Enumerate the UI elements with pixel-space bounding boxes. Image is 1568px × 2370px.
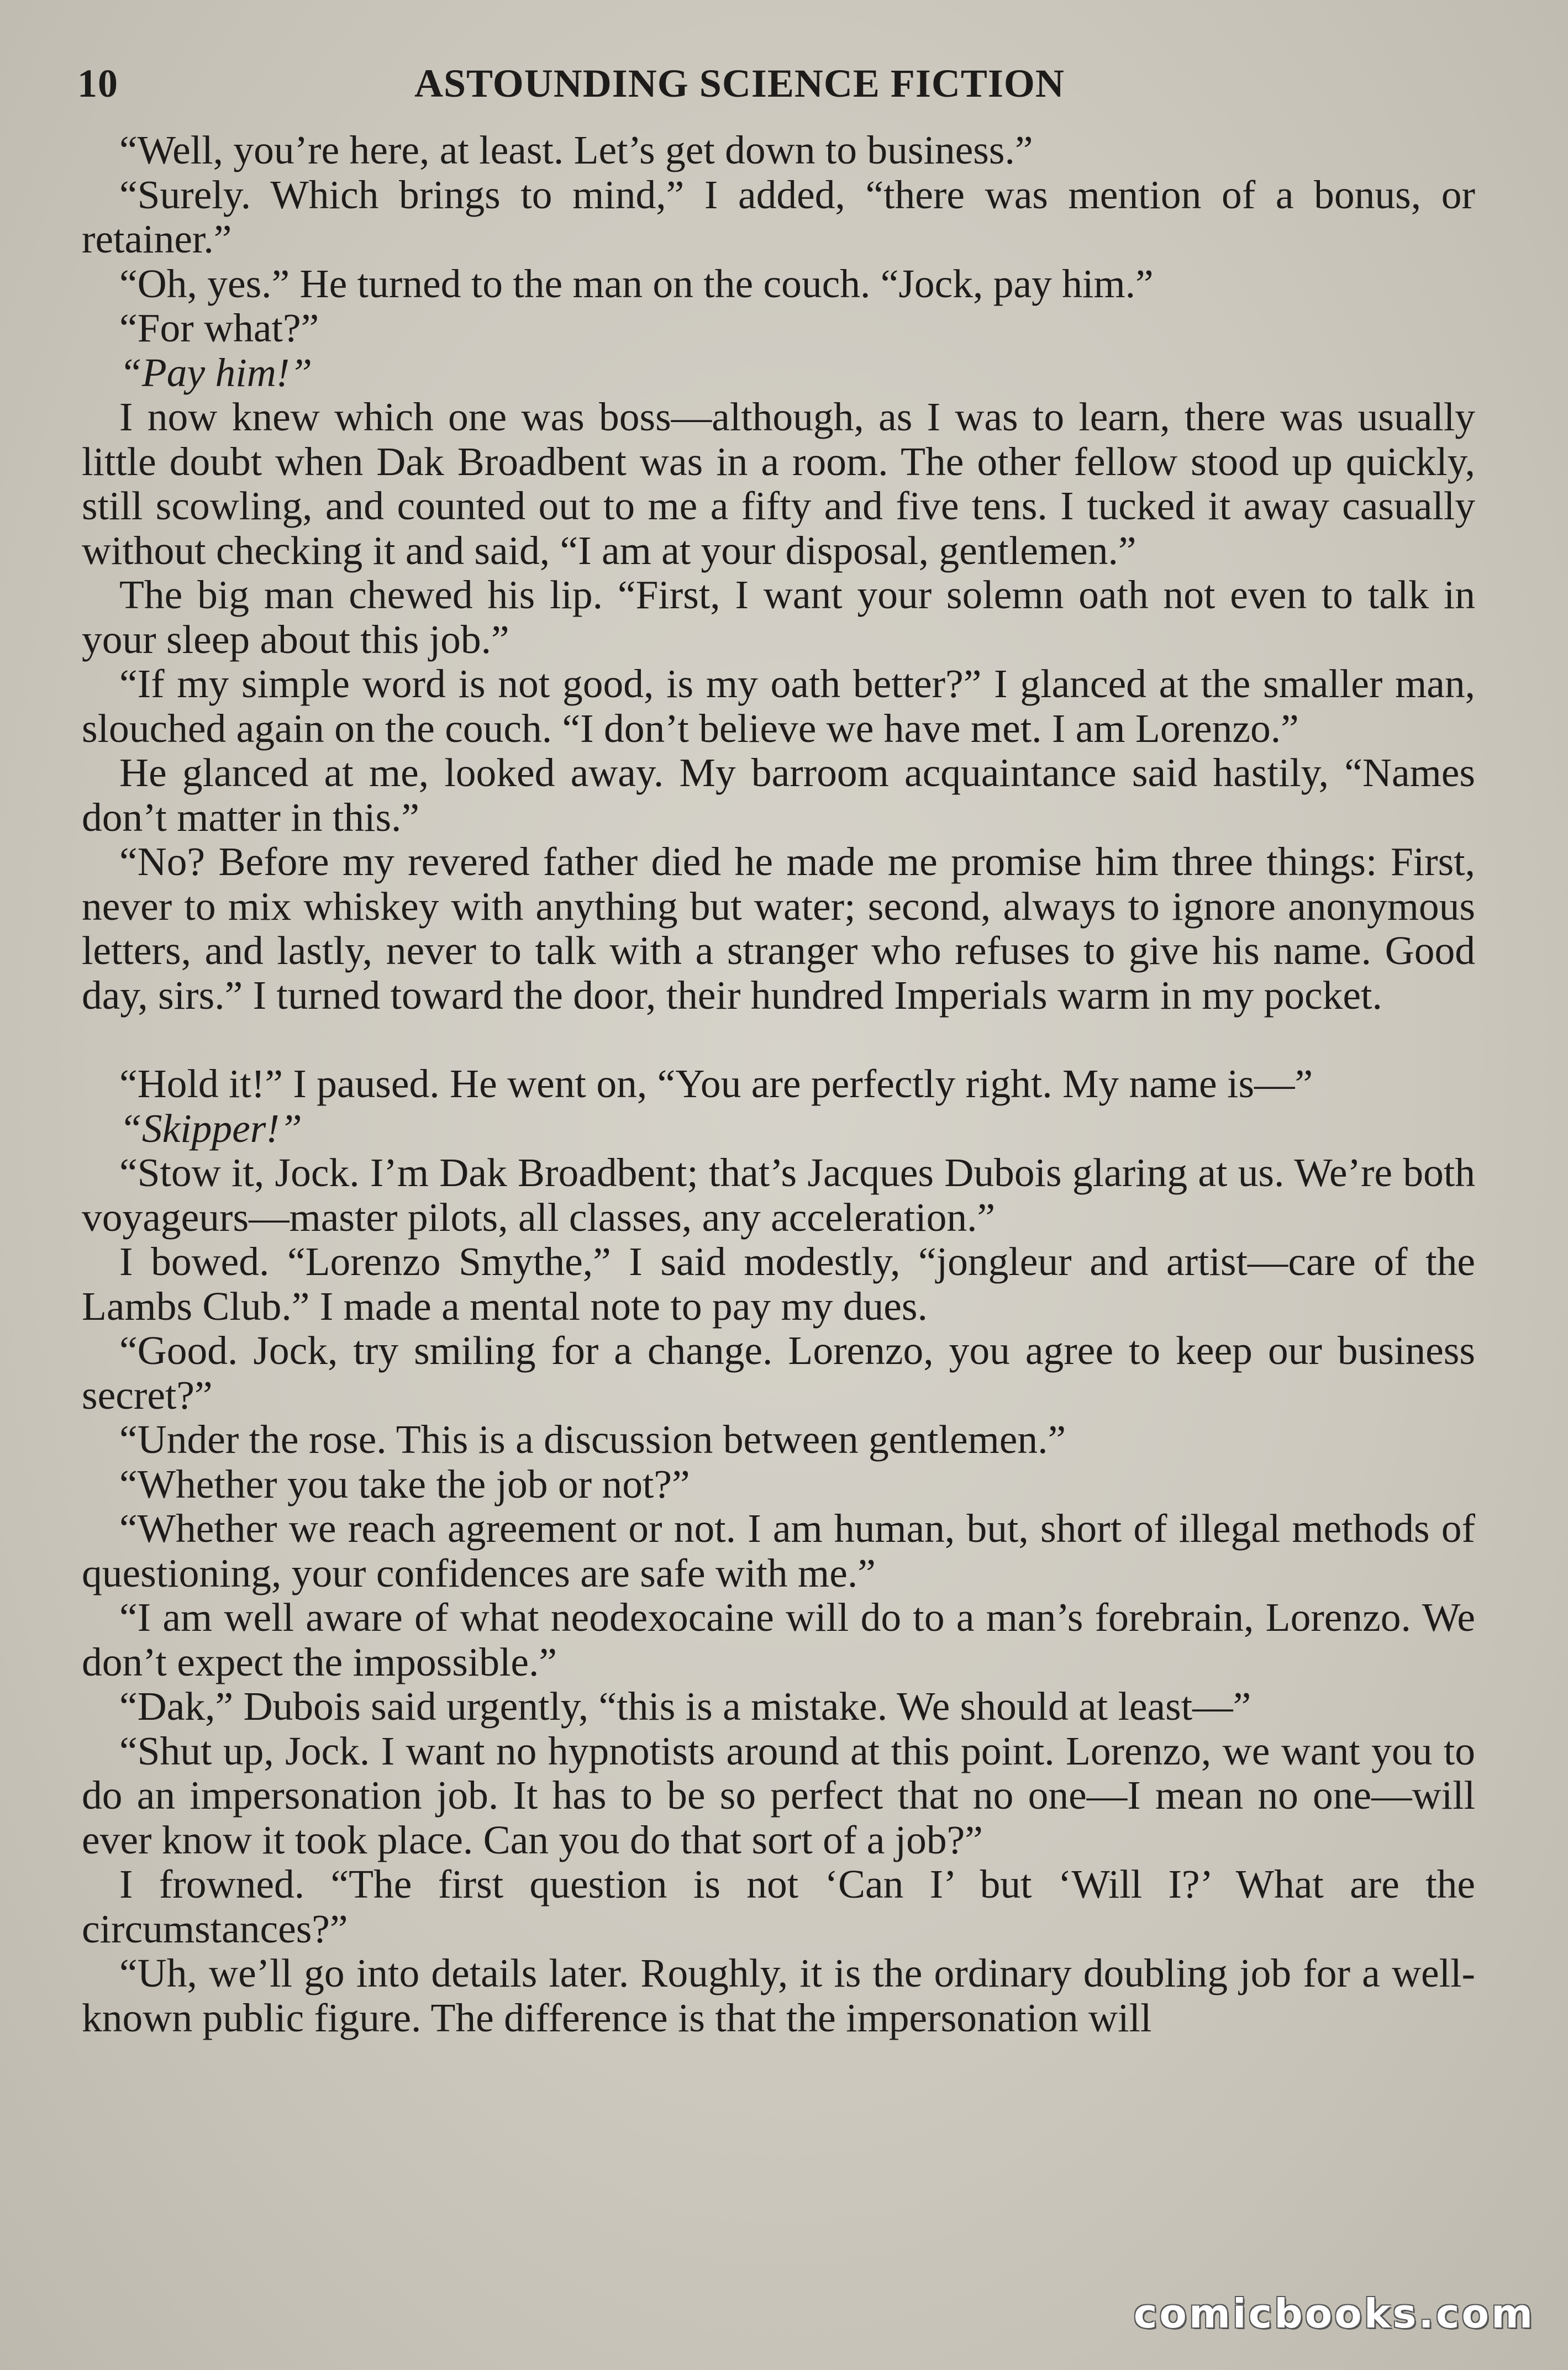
paragraph: I now knew which one was boss—although, as I was to learn, there was usually little doubt when Dak Broadbent was in a room. The other fellow stood up quickly, still scowling, and counted out to me a fifty and five tens. I tucked it away casually without checking it and said, “I am at your disposal, gentlemen.” bbox=[82, 394, 1475, 573]
paragraph: “Well, you’re here, at least. Let’s get down to business.” bbox=[119, 128, 1033, 172]
paragraph: “Under the rose. This is a discussion between gentlemen.” bbox=[119, 1417, 1066, 1462]
paragraph: “No? Before my revered father died he made me promise him three things: First, never to mix whiskey with anything but water; second, always to ignore anonymous letters, and lastly, never to talk with a stranger who refuses to give his name. Good day, sirs.” I turned toward the door, their hundred Imperials warm in my pocket. bbox=[82, 839, 1475, 1018]
paragraph: “Stow it, Jock. I’m Dak Broadbent; that’s Jacques Dubois glaring at us. We’re both voyageurs—master pilots, all classes, any acceleration.” bbox=[82, 1150, 1475, 1240]
paragraph: “Hold it!” I paused. He went on, “You are perfectly right. My name is—” bbox=[119, 1061, 1313, 1106]
body-text bbox=[82, 128, 1475, 2040]
paragraph: “Uh, we’ll go into details later. Roughly, it is the ordinary doubling job for a well-known public figure. The difference is that the impersonation will bbox=[82, 1951, 1475, 2040]
paragraph: “Dak,” Dubois said urgently, “this is a mistake. We should at least—” bbox=[119, 1684, 1251, 1729]
paragraph: “I am well aware of what neodexocaine will do to a man’s forebrain, Lorenzo. We don’t expect the impossible.” bbox=[82, 1595, 1475, 1684]
paragraph: “Pay him!” bbox=[119, 350, 313, 395]
paragraph: “Whether we reach agreement or not. I am human, but, short of illegal methods of questioning, your confidences are safe with me.” bbox=[82, 1506, 1475, 1595]
paragraph: “Whether you take the job or not?” bbox=[119, 1461, 690, 1507]
paragraph: “Skipper!” bbox=[119, 1105, 302, 1151]
paragraph: I bowed. “Lorenzo Smythe,” I said modestly, “jongleur and artist—care of the Lambs Club.” I made a mental note to pay my dues. bbox=[82, 1239, 1475, 1329]
page-number: 10 bbox=[77, 61, 118, 106]
paragraph: The big man chewed his lip. “First, I want your solemn oath not even to talk in your sleep about this job.” bbox=[82, 572, 1475, 662]
paragraph: He glanced at me, looked away. My barroom acquaintance said hastily, “Names don’t matter in this.” bbox=[82, 750, 1475, 840]
paragraph: “Surely. Which brings to mind,” I added, “there was mention of a bonus, or retainer.” bbox=[82, 172, 1475, 261]
paragraph: I frowned. “The first question is not ‘Can I’ but ‘Will I?’ What are the circumstances?” bbox=[82, 1862, 1475, 1951]
paragraph: “For what?” bbox=[119, 306, 319, 350]
paragraph: “Good. Jock, try smiling for a change. Lorenzo, you agree to keep our business secret?” bbox=[82, 1328, 1475, 1418]
paragraph: “Oh, yes.” He turned to the man on the couch. “Jock, pay him.” bbox=[119, 261, 1154, 306]
page-header bbox=[77, 61, 1480, 116]
paragraph: “Shut up, Jock. I want no hypnotists around at this point. Lorenzo, we want you to do an impersonation job. It has to be so perfect that no one—I mean no one—will ever know it took place. Can you do that sort of a job?” bbox=[82, 1728, 1475, 1862]
running-title: ASTOUNDING SCIENCE FICTION bbox=[414, 61, 1065, 106]
watermark: comicbooks.com bbox=[1133, 2290, 1535, 2337]
paragraph: “If my simple word is not good, is my oath better?” I glanced at the smaller man, slouched again on the couch. “I don’t believe we have met. I am Lorenzo.” bbox=[82, 661, 1475, 751]
